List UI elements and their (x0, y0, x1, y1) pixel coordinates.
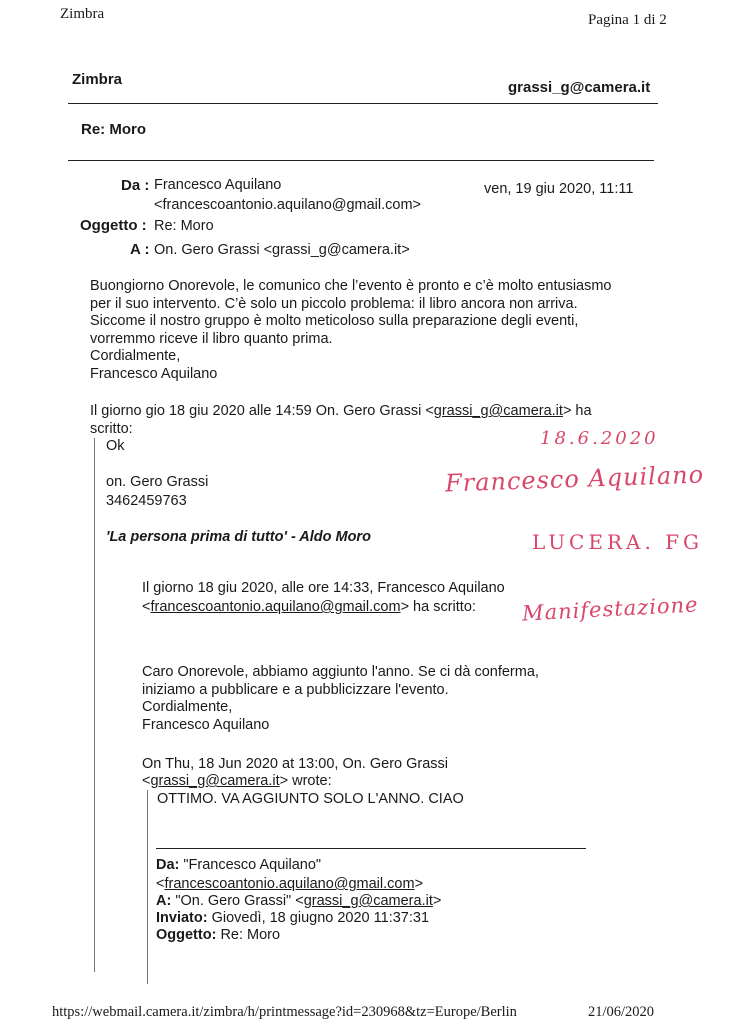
original-subject-value: Re: Moro (220, 927, 281, 943)
quote1-intro (90, 403, 592, 419)
quote3-intro-suffix: > wrote: (279, 773, 332, 789)
quote2-intro-lt: < (142, 599, 151, 615)
signature-motto: 'La persona prima di tutto' - Aldo Moro (106, 529, 371, 545)
page-number: Pagina 1 di 2 (588, 12, 667, 28)
quote2-intro-suffix: > ha scritto: (400, 599, 476, 615)
footer-date: 21/06/2020 (588, 1004, 655, 1020)
signature-name: on. Gero Grassi (106, 474, 209, 490)
quote3-intro-lt: < (142, 773, 151, 789)
quote1-ok: Ok (106, 438, 125, 454)
subject-label: Oggetto : (80, 217, 147, 234)
to-value: On. Gero Grassi <grassi_g@camera.it> (154, 242, 410, 258)
header-divider (68, 103, 658, 104)
original-to-email-link[interactable]: grassi_g@camera.it (303, 893, 433, 909)
quote2-intro-email-link[interactable]: francescoantonio.aquilano@gmail.com (150, 599, 401, 615)
signature-phone: 3462459763 (106, 493, 187, 509)
quote1-intro-line2: scritto: (90, 421, 133, 437)
original-from-value: "Francesco Aquilano" (183, 857, 322, 873)
original-from (156, 857, 321, 873)
original-subject-label: Oggetto: (156, 927, 217, 943)
quote3-body: OTTIMO. VA AGGIUNTO SOLO L'ANNO. CIAO (157, 791, 464, 807)
to-label: A : (130, 241, 150, 258)
subject-divider (68, 160, 654, 161)
subject-value: Re: Moro (154, 218, 214, 234)
quote2-intro-line1: Il giorno 18 giu 2020, alle ore 14:33, Francesco Aquilano (142, 580, 505, 596)
original-to-value: "On. Gero Grassi" < (175, 893, 304, 909)
original-sent-label: Inviato: (156, 910, 208, 926)
original-to-gt: > (432, 893, 442, 909)
handwritten-place: LUCERA. FG (532, 530, 704, 554)
original-to (156, 893, 441, 909)
original-message-divider (156, 848, 586, 849)
original-sent-value: Giovedì, 18 giugno 2020 11:37:31 (211, 910, 430, 926)
original-from-email-link[interactable]: francescoantonio.aquilano@gmail.com (164, 876, 415, 892)
message-date: ven, 19 giu 2020, 11:11 (484, 181, 634, 197)
quote3-intro-line2 (142, 773, 332, 789)
quote3-bar (147, 790, 148, 984)
app-name: Zimbra (72, 71, 123, 88)
original-subject (156, 927, 280, 943)
original-from-label: Da: (156, 857, 180, 873)
quote3-intro-line1: On Thu, 18 Jun 2020 at 13:00, On. Gero Grassi (142, 756, 449, 772)
quote1-bar (94, 438, 95, 972)
original-from-email-lt: < (156, 876, 165, 892)
handwritten-word: Manifestazione (521, 592, 700, 626)
message-subject-title: Re: Moro (81, 121, 146, 138)
quote1-intro-prefix: Il giorno gio 18 giu 2020 alle 14:59 On. Gero Grassi < (90, 403, 434, 419)
account-email: grassi_g@camera.it (508, 79, 651, 96)
from-label: Da : (121, 177, 150, 194)
original-from-email-gt: > (414, 876, 424, 892)
original-sent (156, 910, 429, 926)
browser-title: Zimbra (60, 6, 105, 22)
original-to-label: A: (156, 893, 172, 909)
quote2-body: Caro Onorevole, abbiamo aggiunto l'anno. Se ci dà conferma, iniziamo a pubblicare e a pubblicizzare l'evento. Cordialmente, Francesco Aquilano (142, 664, 539, 733)
from-email: <francescoantonio.aquilano@gmail.com> (154, 197, 422, 213)
quote1-intro-suffix: > ha (562, 403, 592, 419)
from-name: Francesco Aquilano (154, 177, 282, 193)
footer-url: https://webmail.camera.it/zimbra/h/printmessage?id=230968&tz=Europe/Berlin (52, 1004, 517, 1020)
handwritten-date: 18.6.2020 (540, 428, 659, 449)
quote1-intro-email-link[interactable]: grassi_g@camera.it (433, 403, 563, 419)
original-from-email-line (156, 876, 423, 892)
message-body: Buongiorno Onorevole, le comunico che l’evento è pronto e c’è molto entusiasmo per il suo intervento. C’è solo un piccolo problema: il libro ancora non arriva. Siccome il nostro gruppo è molto meticoloso sulla preparazione degli eventi, vorremmo riceve il libro quanto prima. Cordialmente, Francesco Aquilano (90, 278, 612, 382)
quote3-intro-email-link[interactable]: grassi_g@camera.it (150, 773, 280, 789)
handwritten-name: Francesco Aquilano (444, 460, 705, 498)
quote2-intro-line2 (142, 599, 476, 615)
